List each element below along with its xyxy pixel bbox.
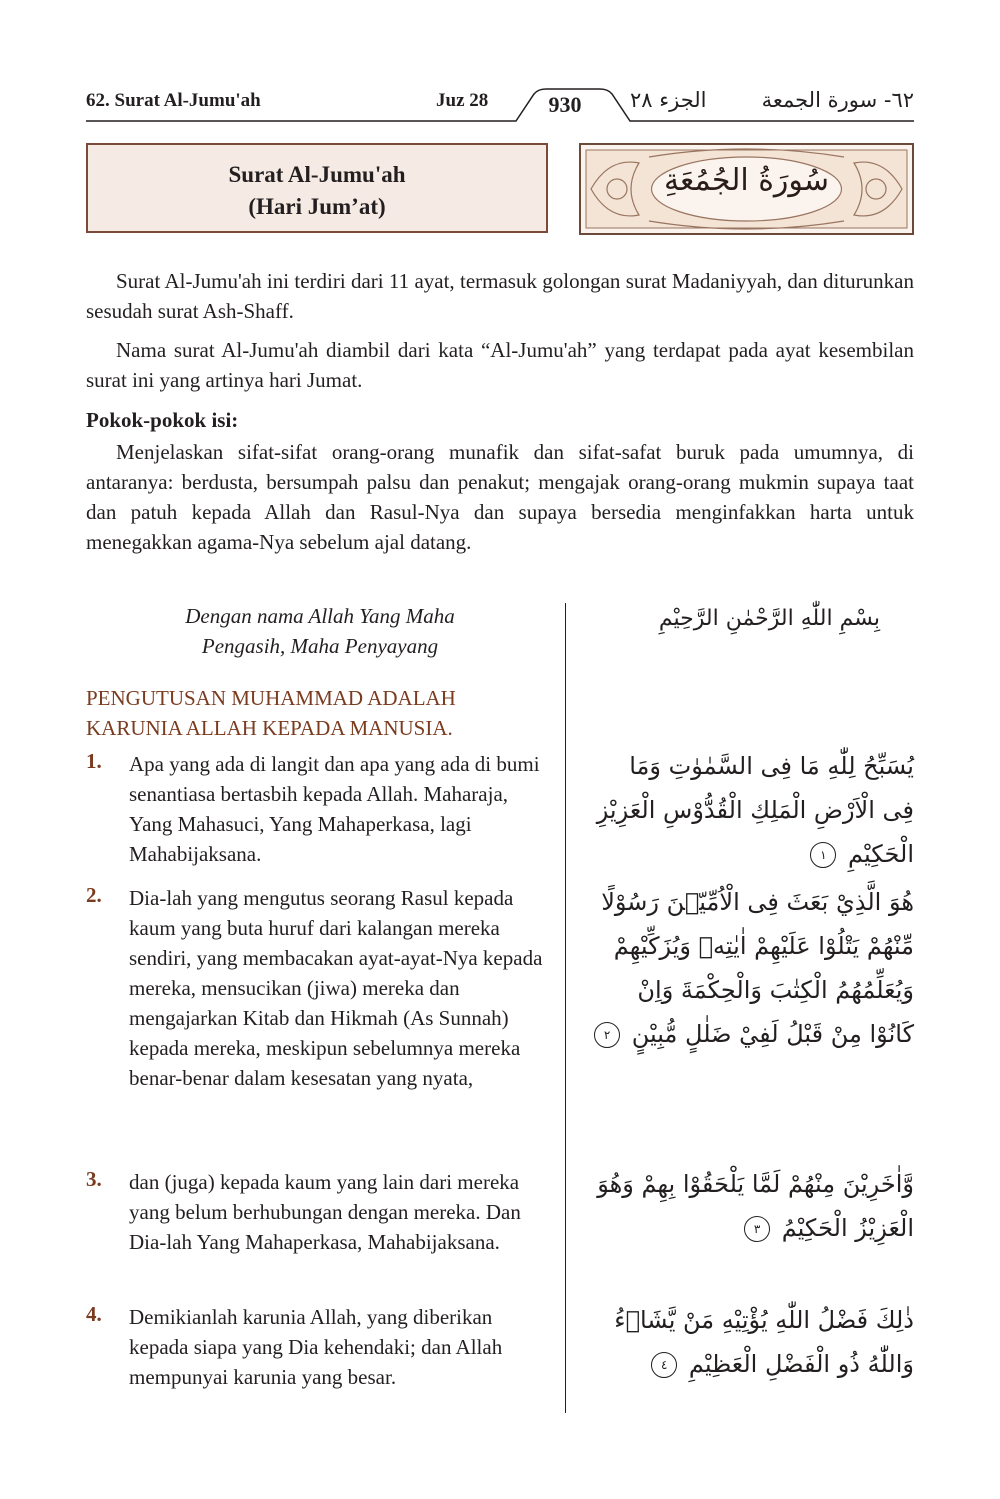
verse-number: 4. [86,1302,102,1326]
column-divider [565,603,566,1413]
surah-subtitle: (Hari Jum’at) [248,194,386,219]
header-juz: Juz 28 [436,90,489,111]
bismillah-line-1: Dengan nama Allah Yang Maha [185,604,455,628]
verse-translation: Apa yang ada di langit dan apa yang ada di bumi senantiasa bertasbih kepada Allah. Maharaja, Yang Mahasuci, Yang Mahaperkasa, lagi Mahabijaksana. [129,752,540,866]
page-number: 930 [548,92,582,117]
section-heading [86,683,546,743]
intro-paragraph-1: Surat Al-Jumu'ah ini terdiri dari 11 ayat, termasuk golongan surat Madaniyyah, dan diturunkan sesudah surat Ash-Shaff. [86,269,914,323]
pokok-heading: Pokok-pokok isi: [86,408,239,432]
verse-translation: dan (juga) kepada kaum yang lain dari mereka yang belum berhubungan dengan mereka. Dan Dia-lah Yang Mahaperkasa, Mahabijaksana. [129,1170,521,1254]
surah-title-arabic: سُورَةُ الجُمُعَةِ [663,163,830,198]
verse-arabic-text: وَّاٰخَرِيْنَ مِنْهُمْ لَمَّا يَلْحَقُوْا بِهِمْ وَهُوَ الْعَزِيْزُ الْحَكِيْمُ [597,1170,914,1242]
verse-arabic [594,880,914,1056]
verse-number: 2. [86,883,102,907]
verse-end-marker: ٤ [651,1352,677,1378]
section-heading-line-1: PENGUTUSAN MUHAMMAD ADALAH [86,686,456,710]
header-surah-arabic: ٦٢- سورة الجمعة [761,88,914,112]
verse-arabic [594,1162,914,1250]
section-heading-line-2: KARUNIA ALLAH KEPADA MANUSIA. [86,716,453,740]
verse-arabic-text: يُسَبِّحُ لِلّٰهِ مَا فِى السَّمٰوٰتِ وَمَا فِى الْاَرْضِ الْمَلِكِ الْقُدُّوْسِ الْعَزِيْزِ الْحَكِيْمِ [596,752,914,868]
verse-end-marker: ٢ [594,1022,620,1048]
header-juz-arabic: الجزء ٢٨ [630,88,707,112]
surah-title-box [86,143,548,233]
intro-paragraph-2: Nama surat Al-Jumu'ah diambil dari kata “Al-Jumu'ah” yang terdapat pada ayat kesembilan surat ini yang artinya hari Jumat. [86,338,914,392]
header-surah-name: 62. Surat Al-Jumu'ah [86,90,261,111]
bismillah-translation [140,601,500,661]
verse-translation: Dia-lah yang mengutus seorang Rasul kepada kaum yang buta huruf dari kalangan mereka sendiri, yang membacakan ayat-ayat-Nya kepada mereka, mensucikan (jiwa) mereka dan mengajarkan Kitab dan Hikmah (As Sunnah) kepada mereka, meskipun sebelumnya mereka benar-benar dalam kesesatan yang nyata, [129,886,543,1090]
verse-arabic [594,1298,914,1386]
verse-arabic-text: هُوَ الَّذِيْ بَعَثَ فِى الْاُمِّيّٖنَ رَسُوْلًا مِّنْهُمْ يَتْلُوْا عَلَيْهِمْ اٰيٰتِهٖ وَيُزَكِّيْهِمْ وَيُعَلِّمُهُمُ الْكِتٰبَ وَالْحِكْمَةَ وَاِنْ كَانُوْا مِنْ قَبْلُ لَفِيْ ضَلٰلٍ مُّبِيْنٍ [601,888,914,1048]
verse-number: 1. [86,749,102,773]
verse-end-marker: ٣ [744,1216,770,1242]
verse-arabic-text: ذٰلِكَ فَضْلُ اللّٰهِ يُؤْتِيْهِ مَنْ يَّشَاۤءُ وَاللّٰهُ ذُو الْفَضْلِ الْعَظِيْمِ [614,1306,914,1378]
pokok-text: Menjelaskan sifat-sifat orang-orang munafik dan sifat-safat buruk pada umumnya, di antaranya: berdusta, bersumpah palsu dan penakut; mengajak orang-orang mukmin supaya taat dan patuh kepada Allah dan Rasul-Nya dan supaya bersedia menginfakkan harta untuk menegakkan agama-Nya sebelum ajal datang. [86,440,914,554]
verse-translation: Demikianlah karunia Allah, yang diberikan kepada siapa yang Dia kehendaki; dan Allah mempunyai karunia yang besar. [129,1305,503,1389]
bismillah-arabic: بِسْمِ اللّٰهِ الرَّحْمٰنِ الرَّحِيْمِ [658,606,880,631]
verse-number: 3. [86,1167,102,1191]
bismillah-line-2: Pengasih, Maha Penyayang [201,634,439,658]
verse-end-marker: ١ [810,842,836,868]
surah-title: Surat Al-Jumu'ah [228,162,406,187]
verse-arabic [594,744,914,876]
